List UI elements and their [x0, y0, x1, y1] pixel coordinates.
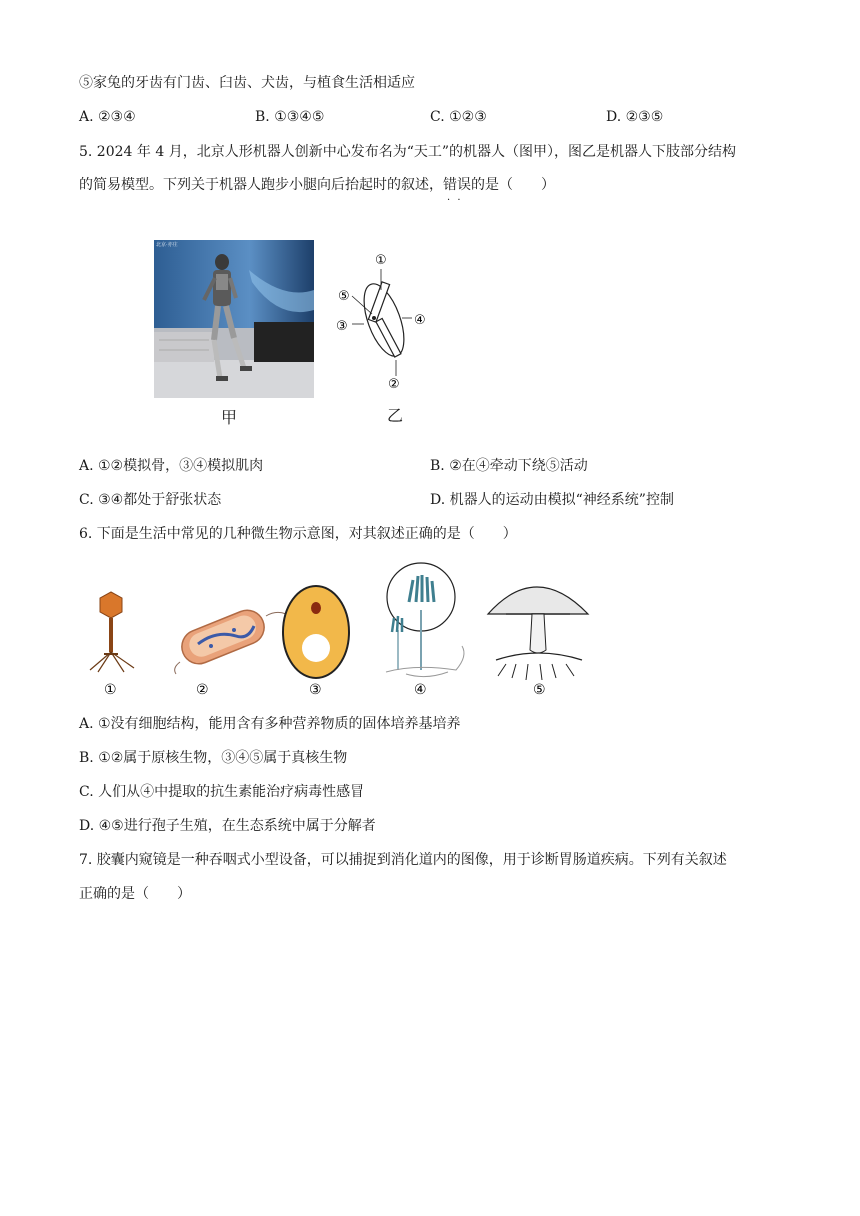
q4-option-c[interactable]: C. ①②③	[430, 109, 487, 125]
robot-photo-overlay-text: 北京·亦庄	[156, 242, 178, 248]
microbe-figure-svg	[76, 560, 596, 700]
diagram-label-1: ①	[375, 253, 387, 268]
bacteriophage-illustration	[90, 592, 134, 672]
q4-option-b[interactable]: B. ①③④⑤	[255, 109, 325, 125]
q6-option-d[interactable]: D. ④⑤进行孢子生殖，在生态系统中属于分解者	[79, 818, 376, 834]
yeast-cell-illustration	[283, 586, 349, 678]
q5-option-d[interactable]: D. 机器人的运动由模拟“神经系统”控制	[430, 492, 674, 508]
q6-option-a[interactable]: A. ①没有细胞结构，能用含有多种营养物质的固体培养基培养	[79, 716, 461, 732]
limb-model-svg	[330, 248, 440, 398]
q7-stem-line1: 7. 胶囊内窥镜是一种吞咽式小型设备，可以捕捉到消化道内的图像，用于诊断胃肠道疾病。下列有关叙述	[79, 852, 727, 868]
bacterium-illustration	[175, 605, 286, 674]
q5-stem-post: 的是（ ）	[471, 177, 555, 193]
diagram-label-5: ⑤	[338, 289, 350, 304]
diagram-label-4: ④	[414, 313, 426, 328]
q5-option-b[interactable]: B. ②在④牵动下绕⑤活动	[430, 458, 588, 474]
robot-photo	[154, 240, 314, 398]
q5-option-a[interactable]: A. ①②模拟骨，③④模拟肌肉	[79, 458, 264, 474]
q5-stem-line2	[79, 175, 555, 195]
q4-option-a[interactable]: A. ②③④	[79, 109, 136, 125]
q7-stem-line2: 正确的是（ ）	[79, 886, 191, 902]
microbe-label-2: ②	[196, 682, 209, 698]
microbe-label-5: ⑤	[533, 682, 546, 698]
q5-stem-line1: 5. 2024 年 4 月，北京人形机器人创新中心发布名为“天工”的机器人（图甲），图乙是机器人下肢部分结构	[79, 144, 737, 160]
microbe-figure-row	[76, 560, 596, 700]
q4-option-d[interactable]: D. ②③⑤	[606, 109, 664, 125]
limb-model-caption: 乙	[386, 406, 403, 425]
q5-stem-emphasis: 错误 · ·	[443, 177, 471, 193]
microbe-label-3: ③	[309, 682, 322, 698]
robot-photo-caption: 甲	[220, 408, 237, 427]
microbe-label-1: ①	[104, 682, 117, 698]
q5-stem-pre: 的简易模型。下列关于机器人跑步小腿向后抬起时的叙述，	[79, 177, 443, 193]
diagram-label-3: ③	[336, 319, 348, 334]
q4-statement-5: ⑤家兔的牙齿有门齿、臼齿、犬齿，与植食生活相适应	[79, 75, 415, 91]
microbe-label-4: ④	[414, 682, 427, 698]
robot-photo-image	[154, 240, 314, 398]
q5-option-c[interactable]: C. ③④都处于舒张状态	[79, 492, 222, 508]
q6-option-c[interactable]: C. 人们从④中提取的抗生素能治疗病毒性感冒	[79, 784, 365, 800]
q6-stem: 6. 下面是生活中常见的几种微生物示意图，对其叙述正确的是（ ）	[79, 526, 517, 542]
penicillium-illustration	[386, 563, 464, 677]
limb-model-diagram	[330, 248, 440, 398]
mushroom-illustration	[488, 587, 588, 680]
diagram-label-2: ②	[388, 377, 400, 392]
q6-option-b[interactable]: B. ①②属于原核生物，③④⑤属于真核生物	[79, 750, 348, 766]
